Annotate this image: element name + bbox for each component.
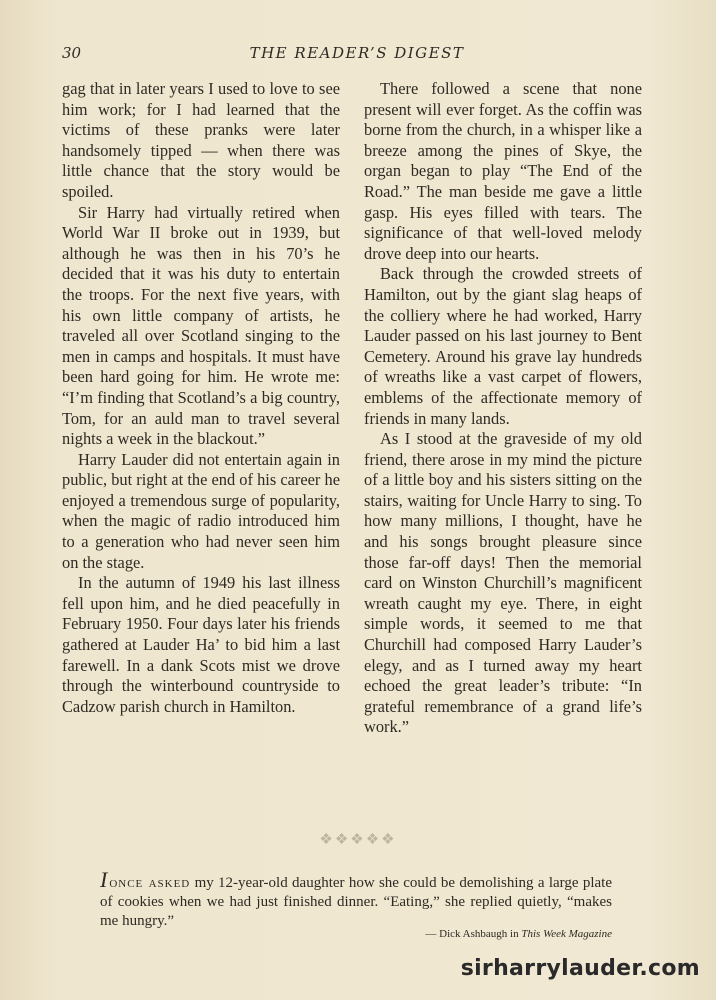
ornament-divider: ❖❖❖❖❖ bbox=[319, 830, 397, 848]
paragraph: gag that in later years I used to love to see him work; for I had learned that the victims of these pranks were later handsomely tipped — when there was little chance that the story would be spoiled. bbox=[62, 79, 340, 201]
anecdote-text: my 12-year-old daughter how she could be demolishing a large plate of cookies when we had just finished dinner. “Eating,” she replied quietly, “makes me hungry.” bbox=[100, 875, 612, 929]
filler-anecdote bbox=[100, 867, 612, 931]
paragraph: As I stood at the graveside of my old friend, there arose in my mind the picture of a little boy and his sisters sitting on the stairs, waiting for Uncle Harry to sing. To how many millions, I thought, have he and his songs brought pleasure since those far-off days! Then the memorial card on Winston Churchill’s magnificent wreath caught my eye. There, in eight simple words, it seemed to me that Churchill had composed Harry Lauder’s elegy, and as I turned away my heart echoed the great leader’s tribute: “In grateful remembrance of a grand life’s work.” bbox=[364, 429, 642, 737]
paragraph: Harry Lauder did not entertain again in public, but right at the end of his career he enjoyed a tremendous surge of popularity, when the magic of radio introduced him to a generation who had never seen him on the stage. bbox=[62, 449, 340, 572]
page-header bbox=[62, 44, 652, 68]
smallcaps-opening: once asked bbox=[109, 875, 191, 891]
lead-initial: I bbox=[100, 867, 108, 892]
attribution-author: — Dick Ashbaugh in bbox=[425, 928, 522, 940]
paragraph: Sir Harry had virtually retired when World War II broke out in 1939, but although he was then in his 70’s he decided that it was his duty to entertain the troops. For the next five years, with his own little company of artists, he traveled all over Scotland singing to the men in camps and hospitals. It must have been hard going for him. He wrote me: “I’m finding that Scotland’s a big country, Tom, for an auld man to travel several nights a week in the blackout.” bbox=[62, 202, 340, 449]
paragraph: There followed a scene that none present will ever forget. As the coffin was borne from the church, in a whisper like a breeze among the pines of Skye, the organ began to play “The End of the Road.” The man beside me gave a little gasp. His eyes filled with tears. The significance of that well-loved melody drove deep into our hearts. bbox=[364, 79, 642, 263]
running-title: THE READER’S DIGEST bbox=[249, 44, 465, 62]
attribution-publication: This Week Magazine bbox=[521, 928, 612, 940]
page-number: 30 bbox=[62, 44, 82, 62]
right-column bbox=[364, 79, 642, 738]
paragraph: In the autumn of 1949 his last illness fell upon him, and he died peacefully in February 1950. Four days later his friends gathered at Lauder Ha’ to bid him a last farewell. In a dank Scots mist we drove through the winterbound countryside to Cadzow parish church in Hamilton. bbox=[62, 573, 340, 716]
site-watermark: sirharrylauder.com bbox=[460, 956, 700, 981]
left-column bbox=[62, 79, 340, 717]
attribution bbox=[300, 928, 612, 940]
paragraph: Back through the crowded streets of Hamilton, out by the giant slag heaps of the colliery where he had worked, Harry Lauder passed on his last journey to Bent Cemetery. Around his grave lay hundreds of wreaths like a vast carpet of flowers, emblems of the affectionate memory of friends in many lands. bbox=[364, 264, 642, 428]
